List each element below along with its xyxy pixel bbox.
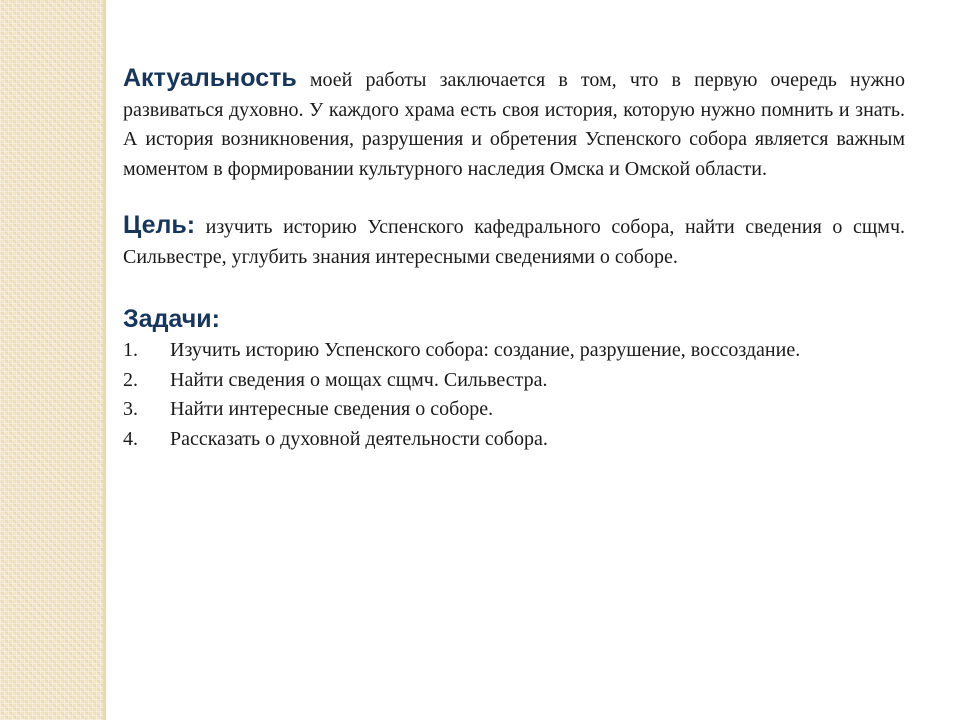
list-item-number: 3. [123,398,138,420]
decorative-side-strip [0,0,103,720]
list-item-text: Изучить историю Успенского собора: создание, разрушение, воссоздание. [170,339,801,361]
list-item-text: Найти сведения о мощах сщмч. Сильвестра. [170,368,548,391]
list-item-text: Найти интересные сведения о соборе. [170,398,494,420]
list-item-number: 1. [123,339,138,361]
list-item-text: Рассказать о духовной деятельности собора. [170,427,548,450]
list-item [123,395,905,425]
list-item [123,425,905,455]
list-item [123,336,905,366]
tasks-section [123,302,905,454]
goal-heading: Цель: [123,211,196,239]
relevance-heading: Актуальность [123,64,297,92]
list-item [123,366,905,396]
decorative-side-line [103,0,106,720]
tasks-list [123,336,905,454]
relevance-text: моей работы заключается в том, что в первую очередь нужно развиваться духовно. У каждого храма есть своя история, которую нужно помнить и знать. А история возникновения, разрушения и обретения Успенского собора является важным моментом в формировании культурного наследия Омска и Омской области. [123,69,905,180]
relevance-paragraph [123,64,905,184]
slide-content [123,60,905,454]
list-item-number: 4. [123,427,138,450]
tasks-heading: Задачи: [123,305,220,333]
list-item-number: 2. [123,368,138,391]
goal-text: изучить историю Успенского кафедрального собора, найти сведения о сщмч. Сильвестре, углубить знания интересными сведениями о соборе. [123,216,905,268]
goal-paragraph [123,211,905,272]
